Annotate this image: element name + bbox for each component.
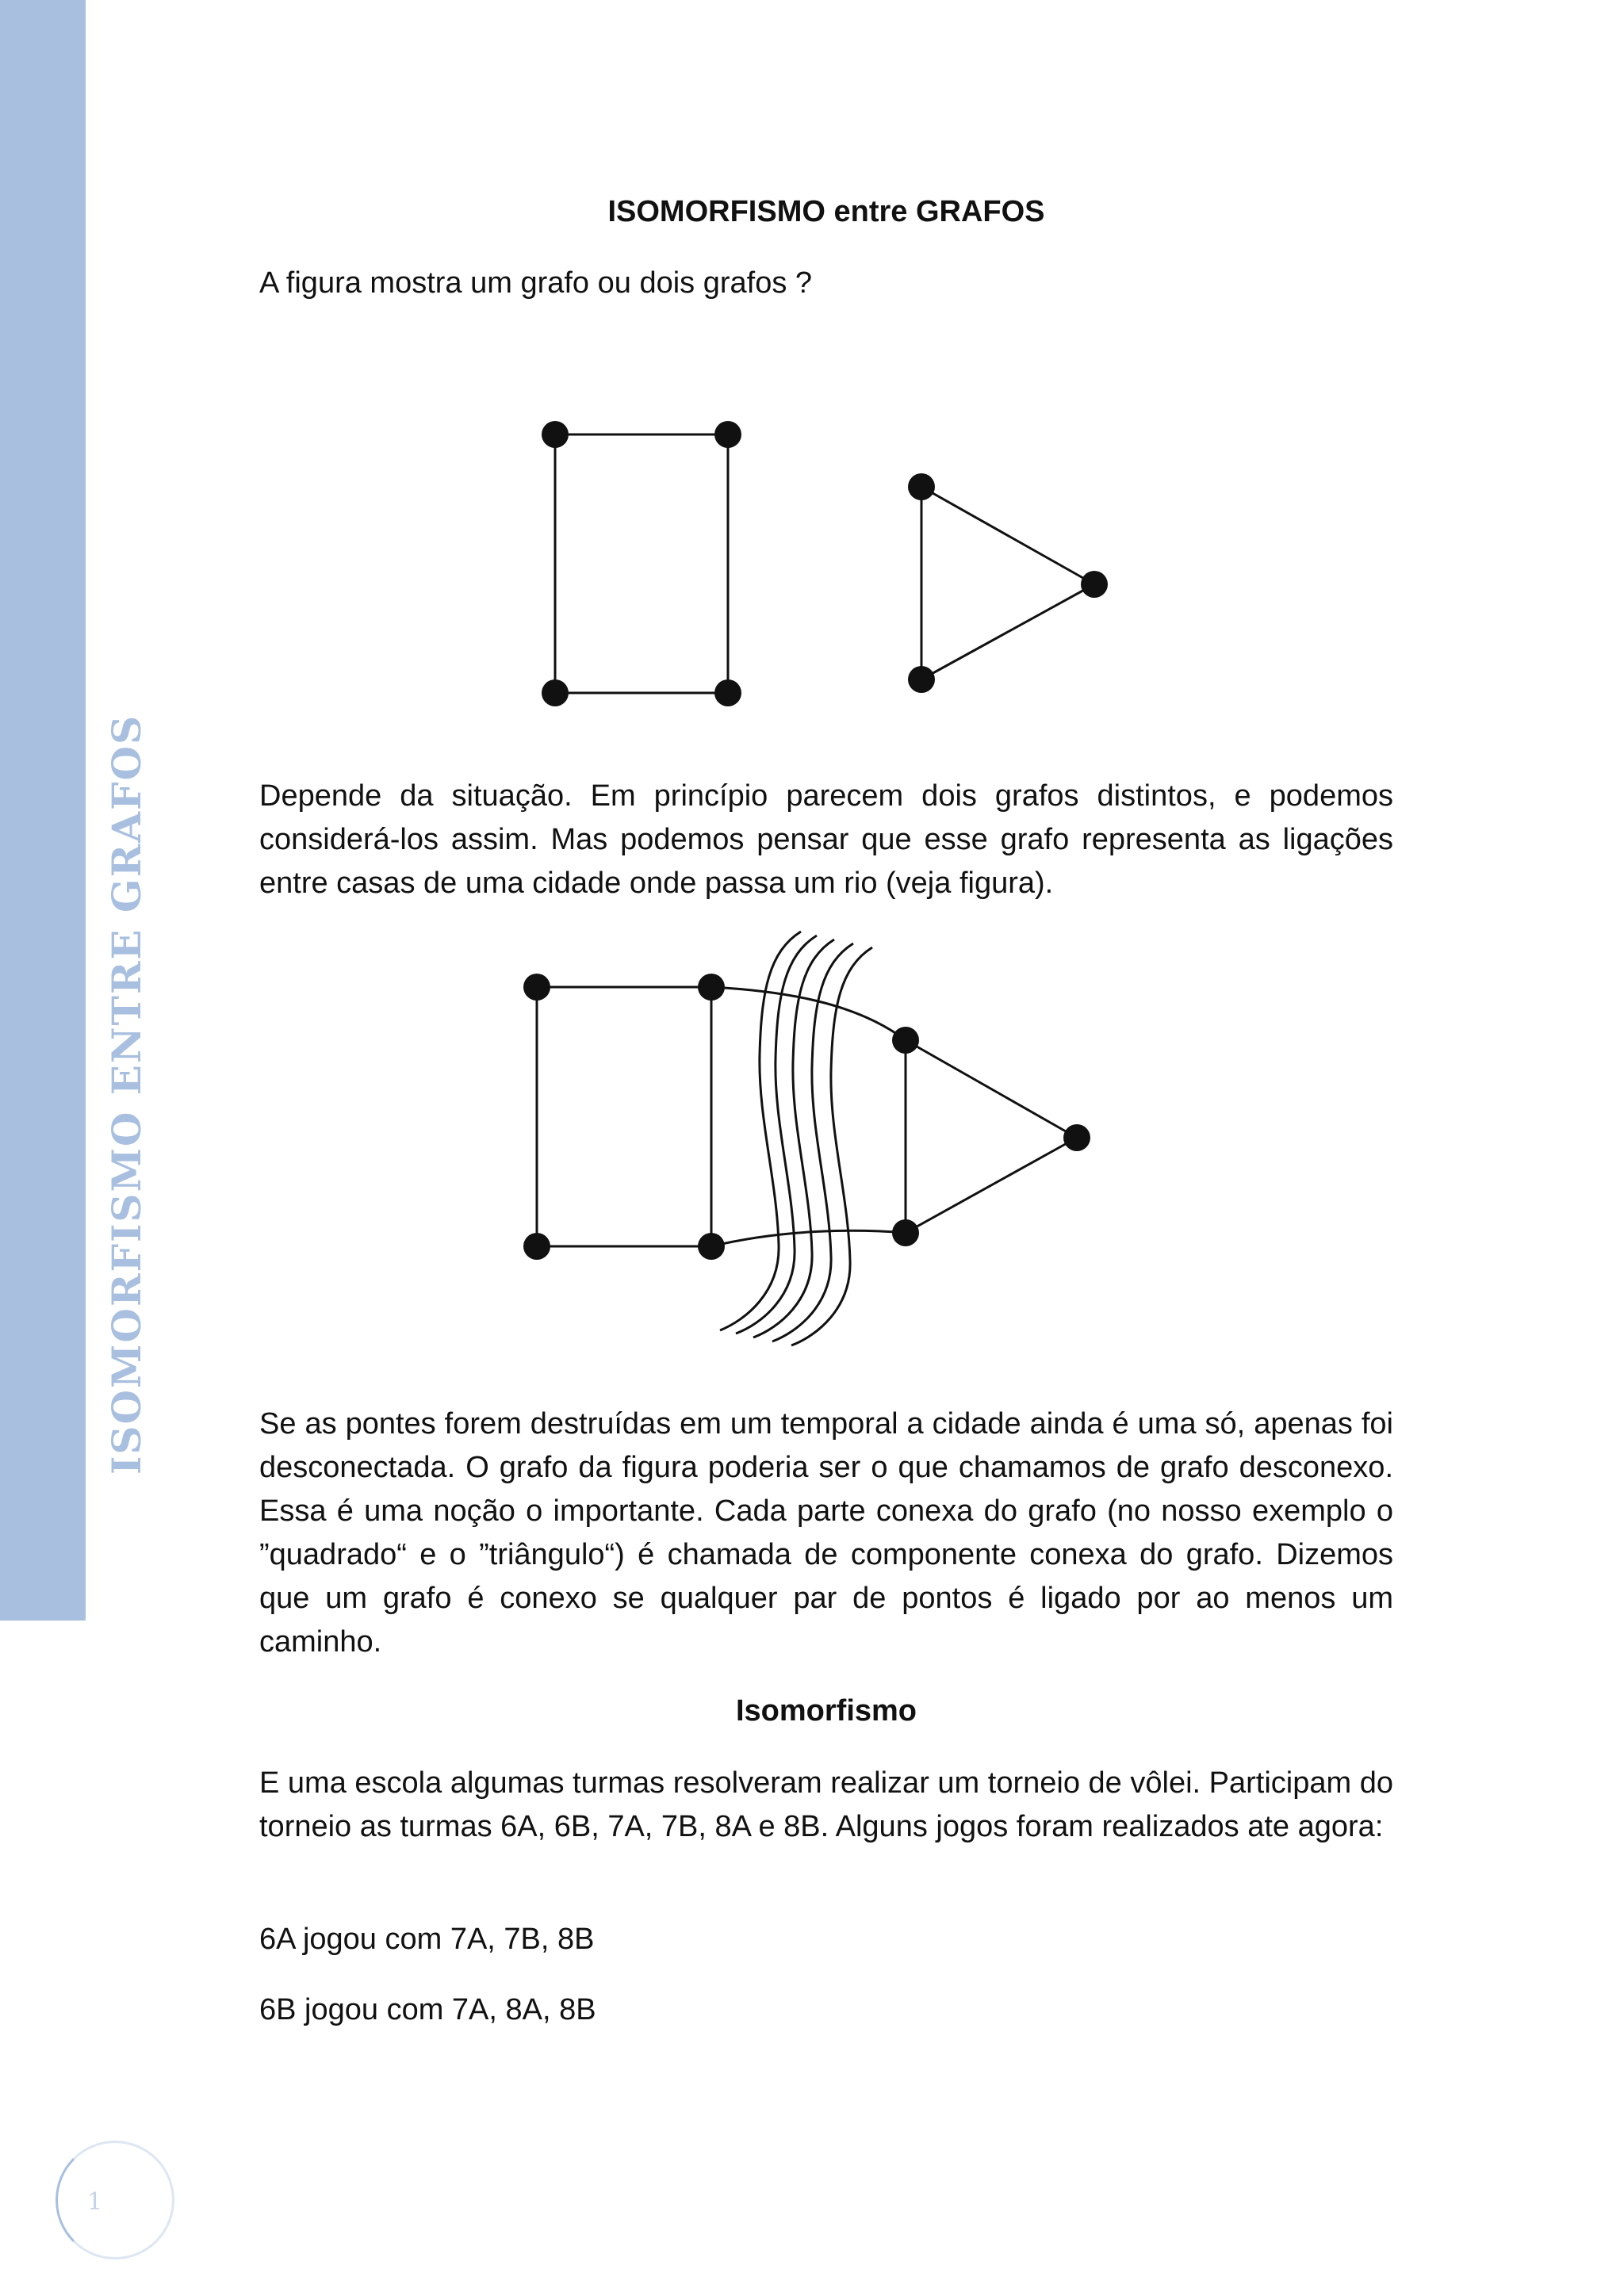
page-title: ISOMORFISMO entre GRAFOS: [607, 195, 1045, 228]
page-number: 1: [87, 2188, 103, 2216]
question-text: A figura mostra um grafo ou dois grafos ?: [259, 266, 813, 300]
vertex: [714, 421, 741, 448]
vertex: [1063, 1124, 1090, 1151]
figure-river-graph: [508, 920, 1110, 1364]
paragraph-situation: Depende da situação. Em princípio parecem dois grafos distintos, e podemos considerá-los assim. Mas podemos pensar que esse grafo representa as ligações entre casas de uma cidade onde passa um rio (veja figura).: [259, 779, 1393, 900]
vertex: [542, 679, 569, 706]
figure-two-graphs: [523, 412, 1126, 714]
match-line-6a: 6A jogou com 7A, 7B, 8B: [259, 1923, 595, 1956]
vertex: [523, 1233, 550, 1260]
vertex: [523, 974, 550, 1001]
square-graph: [542, 421, 741, 706]
match-line-6b: 6B jogou com 7A, 8A, 8B: [259, 1993, 596, 2026]
river: [720, 932, 872, 1345]
vertex: [698, 1233, 725, 1260]
vertex: [892, 1027, 919, 1054]
vertex: [908, 473, 935, 500]
side-title: ISOMORFISMO ENTRE GRAFOS: [103, 714, 150, 1475]
vertex: [908, 666, 935, 693]
triangle-graph: [908, 473, 1108, 693]
square-graph: [537, 987, 711, 1246]
vertex: [1081, 571, 1108, 598]
paragraph-connectivity: Se as pontes forem destruídas em um temporal a cidade ainda é uma só, apenas foi desconectada. O grafo da figura poderia ser o que chamamos de grafo desconexo. Essa é uma noção o importante. Cada parte conexa do grafo (no nosso exemplo o ”quadrado“ e o ”triângulo“) é chamada de componente conexa do grafo. Dizemos que um grafo é conexo se qualquer par de pontos é ligado por ao menos um caminho.: [259, 1407, 1393, 1659]
vertex: [892, 1219, 919, 1246]
vertex: [698, 974, 725, 1001]
triangle-graph: [906, 1040, 1077, 1233]
vertex: [714, 679, 741, 706]
paragraph-tournament: E uma escola algumas turmas resolveram realizar um torneio de vôlei. Participam do torneio as turmas 6A, 6B, 7A, 7B, 8A e 8B. Alguns jogos foram realizados ate agora:: [259, 1766, 1393, 1843]
section-heading: Isomorfismo: [735, 1694, 917, 1728]
sidebar-band: [0, 0, 86, 1621]
page-number-badge: [56, 2141, 174, 2260]
vertex: [542, 421, 569, 448]
